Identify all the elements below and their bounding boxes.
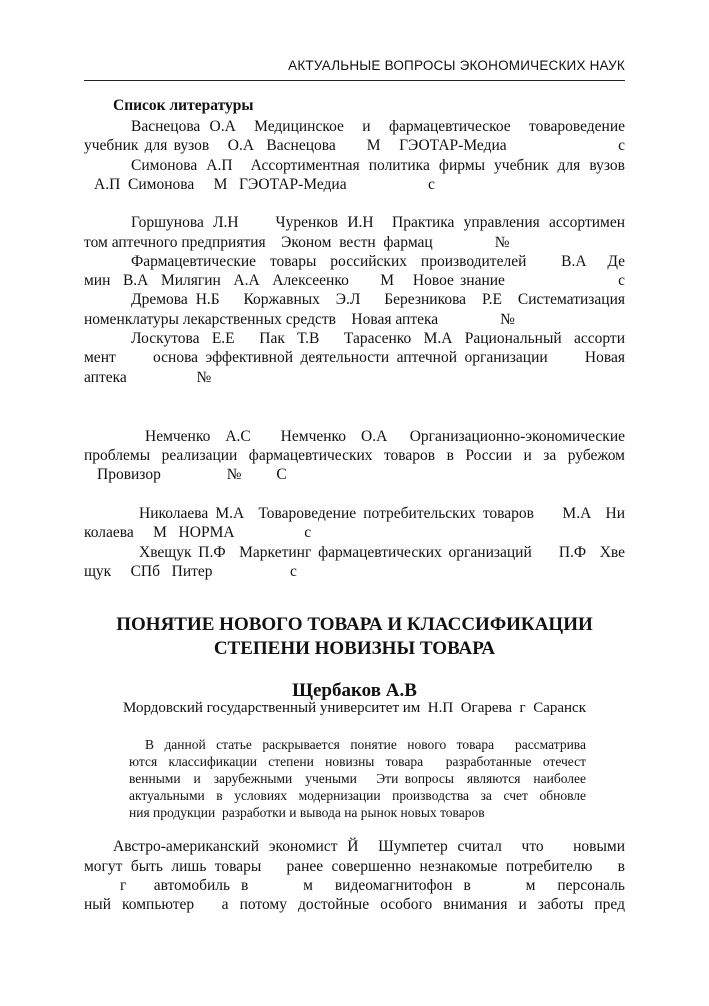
- reference-line: Дремова Н.Б Коржавных Э.Л Березникова Р.Е Систематизация: [131, 291, 625, 308]
- abstract-line: венными и зарубежными учеными Эти вопросы являются наиболее: [129, 771, 586, 786]
- references-heading: Список литературы: [113, 97, 254, 114]
- reference-line: номенклатуры лекарственных средств Новая аптека №: [84, 311, 515, 328]
- header-rule: [84, 80, 625, 81]
- reference-line: Хвещук П.Ф Маркетинг фармацевтических организаций П.Ф Хве: [139, 544, 625, 561]
- reference-line: Васнецова О.А Медицинское и фармацевтическое товароведение: [131, 118, 625, 135]
- abstract-line: В данной статье раскрывается понятие нового товара рассматрива: [145, 737, 586, 752]
- article-title-line-2: СТЕПЕНИ НОВИЗНЫ ТОВАРА: [213, 638, 496, 659]
- article-affiliation: Мордовский государственный университет им Н.П Огарева г Саранск: [122, 700, 586, 716]
- reference-line: том аптечного предприятия Эконом вестн фармац №: [84, 234, 510, 251]
- body-line: могут быть лишь товары ранее совершенно незнакомые потребителю в: [84, 858, 625, 875]
- reference-line: колаева М НОРМА с: [84, 524, 312, 541]
- reference-line: Николаева М.А Товароведение потребительских товаров М.А Ни: [139, 505, 625, 522]
- reference-line: Горшунова Л.Н Чуренков И.Н Практика управления ассортимен: [131, 214, 625, 231]
- body-line: Австро-американский экономист Й Шумпетер считал что новыми: [113, 838, 625, 855]
- reference-line: проблемы реализации фармацевтических товаров в России и за рубежом: [84, 447, 625, 464]
- abstract-line: ются классификации степени новизны товара разработанные отечест: [129, 754, 586, 769]
- body-line: ный компьютер а потому достойные особого внимания и заботы пред: [84, 896, 625, 913]
- reference-line: А.П Симонова М ГЭОТАР-Медиа с: [94, 176, 435, 193]
- reference-line: щук СПб Питер с: [84, 563, 297, 580]
- abstract-line: актуальными в условиях модернизации производства за счет обновле: [129, 788, 586, 803]
- body-line: г автомобиль в м видеомагнитофон в м персональ: [120, 877, 625, 894]
- reference-line: Симонова А.П Ассортиментная политика фирмы учебник для вузов: [131, 157, 625, 174]
- reference-line: мент основа эффективной деятельности аптечной организации Новая: [84, 349, 625, 366]
- reference-line: аптека №: [84, 369, 212, 386]
- abstract-line: ния продукции разработки и вывода на рынок новых товаров: [129, 805, 485, 820]
- article-author: Щербаков А.В: [292, 680, 417, 701]
- reference-line: Лоскутова Е.Е Пак Т.В Тарасенко М.А Рациональный ассорти: [131, 330, 625, 347]
- running-header: АКТУАЛЬНЫЕ ВОПРОСЫ ЭКОНОМИЧЕСКИХ НАУК: [288, 58, 625, 73]
- reference-line: Немченко А.С Немченко О.А Организационно-экономические: [145, 428, 625, 445]
- reference-line: Фармацевтические товары российских производителей В.А Де: [131, 253, 625, 270]
- reference-line: мин В.А Милягин А.А Алексеенко М Новое знание с: [84, 272, 625, 289]
- article-title-line-1: ПОНЯТИЕ НОВОГО ТОВАРА И КЛАССИФИКАЦИИ: [116, 614, 593, 635]
- reference-line: Провизор № С: [97, 466, 287, 483]
- reference-line: учебник для вузов О.А Васнецова М ГЭОТАР-Медиа с: [84, 137, 625, 154]
